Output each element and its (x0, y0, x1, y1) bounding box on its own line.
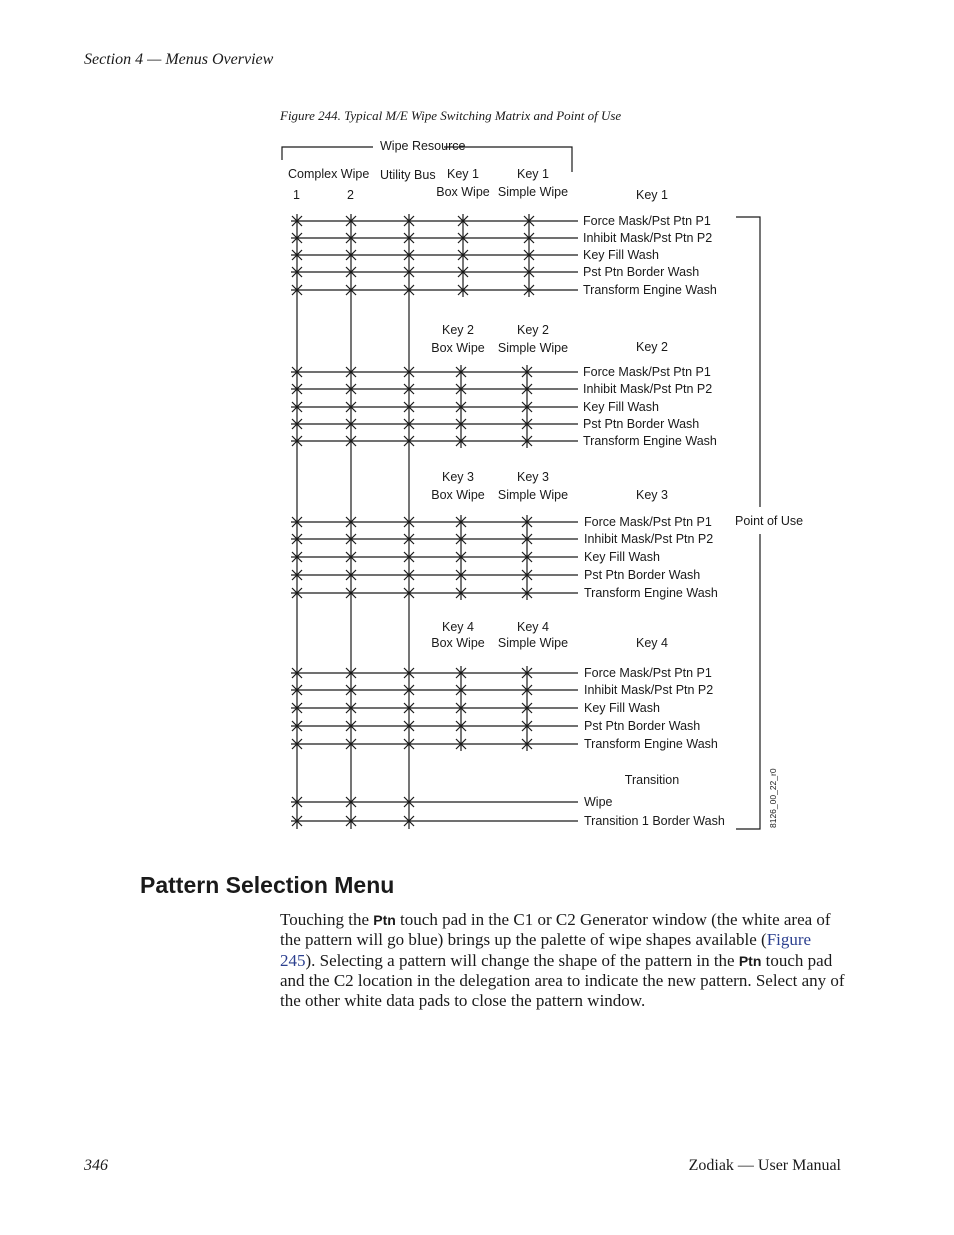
point-of-use-label: Point of Use (735, 514, 804, 528)
transition-row-label: Wipe (584, 795, 613, 809)
box-wipe-label: Box Wipe (436, 185, 490, 199)
transition-row-label: Transition 1 Border Wash (584, 814, 725, 828)
box-wipe-label: Box Wipe (431, 488, 485, 502)
matrix-labels (431, 167, 725, 828)
destination-label: Inhibit Mask/Pst Ptn P2 (584, 683, 714, 697)
destination-label: Transform Engine Wash (584, 586, 718, 600)
simple-wipe-key-label: Key 2 (517, 323, 549, 337)
figure-id: 8126_00_22_r0 (768, 768, 778, 828)
box-wipe-label: Box Wipe (431, 341, 485, 355)
key-group-title: Key 4 (636, 636, 668, 650)
destination-label: Inhibit Mask/Pst Ptn P2 (584, 532, 714, 546)
utility-bus-label: Utility Bus (380, 168, 436, 182)
section-title: Pattern Selection Menu (140, 872, 395, 898)
box-wipe-key-label: Key 3 (442, 470, 474, 484)
ptn-pad-reference: Ptn (373, 912, 396, 928)
wipe-resource-label: Wipe Resource (380, 139, 466, 153)
key-group-title: Key 3 (636, 488, 668, 502)
footer-manual-title: Zodiak — User Manual (688, 1157, 841, 1174)
destination-label: Transform Engine Wash (583, 434, 717, 448)
destination-label: Transform Engine Wash (584, 737, 718, 751)
ptn-pad-reference-2: Ptn (738, 952, 762, 969)
simple-wipe-label: Simple Wipe (497, 488, 569, 502)
destination-label: Force Mask/Pst Ptn P1 (584, 666, 712, 680)
page-number: 346 (84, 1157, 108, 1174)
simple-wipe-label: Simple Wipe (497, 636, 569, 650)
matrix-lines (291, 214, 578, 829)
body-paragraph (280, 910, 845, 1011)
simple-wipe-label: Simple Wipe (497, 185, 569, 199)
box-wipe-key-label: Key 1 (447, 167, 479, 181)
destination-label: Pst Ptn Border Wash (584, 719, 701, 733)
body-text-1: Touching the (280, 910, 374, 929)
destination-label: Inhibit Mask/Pst Ptn P2 (583, 382, 713, 396)
destination-label: Pst Ptn Border Wash (583, 417, 700, 431)
simple-wipe-key-label: Key 1 (517, 167, 549, 181)
destination-label: Transform Engine Wash (583, 283, 717, 297)
body-text-4: touch pad and the C2 location in the delegation area to indicate the new pattern. Select any of the other white data pads to close the pattern window. (280, 950, 845, 1011)
destination-label: Pst Ptn Border Wash (583, 265, 700, 279)
simple-wipe-key-label: Key 4 (517, 620, 549, 634)
destination-label: Inhibit Mask/Pst Ptn P2 (583, 231, 713, 245)
box-wipe-label: Box Wipe (431, 636, 485, 650)
body-text-2: touch pad in the C1 or C2 Generator window (the white area of the pattern will go blue) brings up the palette of wipe shapes available ( (280, 910, 831, 950)
simple-wipe-key-label: Key 3 (517, 470, 549, 484)
destination-label: Force Mask/Pst Ptn P1 (584, 515, 712, 529)
key-group-title: Key 1 (636, 188, 668, 202)
destination-label: Key Fill Wash (584, 550, 660, 564)
complex-wipe-number-2: 2 (347, 188, 354, 202)
transition-title: Transition (624, 773, 680, 787)
key-group-title: Key 2 (636, 340, 668, 354)
destination-label: Force Mask/Pst Ptn P1 (583, 214, 711, 228)
body-text-3: ). Selecting a pattern will change the shape of the pattern in the (305, 950, 739, 970)
destination-label: Key Fill Wash (583, 400, 659, 414)
simple-wipe-label: Simple Wipe (497, 341, 569, 355)
running-header: Section 4 — Menus Overview (84, 51, 274, 68)
box-wipe-key-label: Key 4 (442, 620, 474, 634)
complex-wipe-number-1: 1 (293, 188, 300, 202)
destination-label: Pst Ptn Border Wash (584, 568, 701, 582)
destination-label: Key Fill Wash (583, 248, 659, 262)
destination-label: Force Mask/Pst Ptn P1 (583, 365, 711, 379)
figure-245-link[interactable]: Figure 245 (280, 930, 812, 970)
complex-wipe-label: Complex Wipe (288, 167, 370, 181)
box-wipe-key-label: Key 2 (442, 323, 474, 337)
figure-caption: Figure 244. Typical M/E Wipe Switching Matrix and Point of Use (280, 108, 622, 123)
destination-label: Key Fill Wash (584, 701, 660, 715)
